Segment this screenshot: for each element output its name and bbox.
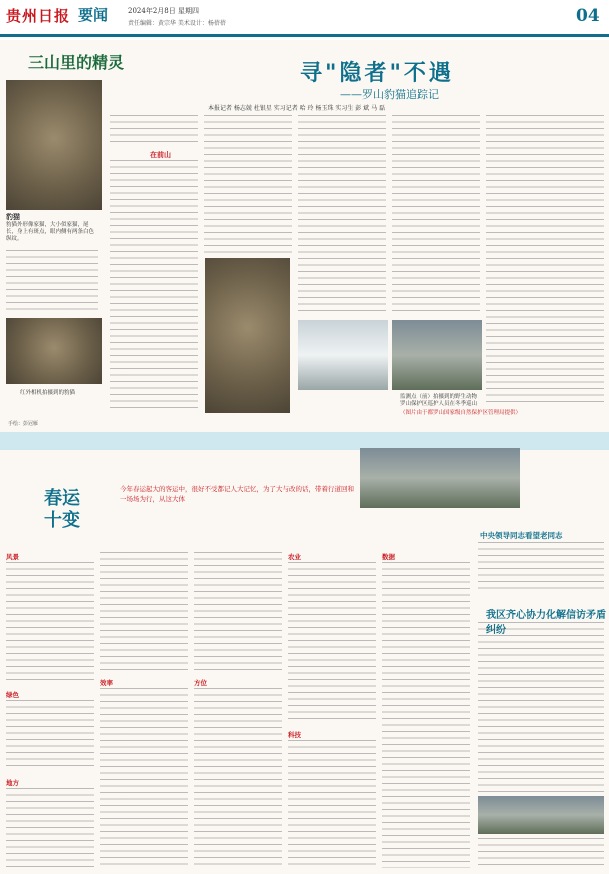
spring-label [44, 488, 80, 532]
editor-credit: 责任编辑：黄宗华 美术设计：杨蓓蓓 [128, 20, 226, 27]
right-photo [478, 796, 604, 834]
sub-heading-2: 绿色 [6, 691, 19, 699]
sub-heading-5: 方位 [194, 679, 207, 687]
illustrator-note: 手绘：彭冠雁 [8, 421, 39, 427]
sub-heading-4: 效率 [100, 679, 113, 687]
lower-col-2a [100, 552, 188, 672]
camera-trap-caption: 红外相机拍摄到的豹猫 [20, 390, 76, 396]
leopard-cat-closeup-photo [205, 258, 290, 413]
body-col-1a [110, 115, 198, 147]
intro-text [6, 250, 98, 310]
spring-label-1: 春运 [44, 488, 80, 509]
sub-heading-3: 地方 [6, 779, 19, 787]
species-caption: 豹猫外形像家猫，大小似家猫，尾长，身上有斑点，眼内侧有两条白色纵纹。 [6, 222, 95, 242]
lower-col-3b [194, 688, 282, 868]
photo-caption-b: 罗山保护区巡护人员在冬季巡山 [400, 401, 478, 407]
lower-col-4b [288, 740, 376, 868]
lower-col-1c [6, 788, 94, 868]
lower-col-5 [382, 562, 470, 868]
right-photo-caption [478, 838, 604, 868]
series-title: 三山里的精灵 [28, 53, 125, 72]
main-headline: 寻"隐者"不遇 [300, 60, 454, 86]
snow-forest-photo [298, 320, 388, 390]
byline: 本报记者 杨志兢 杜银星 实习记者 哈 玲 杨玉珠 实习生 彭 斌 马 磊 [208, 105, 385, 112]
right-col-1 [478, 542, 604, 592]
body-col-3 [298, 115, 386, 315]
leopard-cat-photo [6, 80, 102, 210]
right-headline-1: 中央领导同志看望老同志 [480, 531, 563, 540]
patrol-photo [392, 320, 482, 390]
page-number: 04 [576, 6, 600, 26]
lower-col-4a [288, 562, 376, 722]
body-col-1b [110, 160, 198, 410]
lower-col-1b [6, 700, 94, 770]
sub-heading-6: 农业 [288, 553, 301, 561]
right-col-2 [478, 622, 604, 792]
travelers-illustration [360, 448, 520, 508]
camera-trap-photo [6, 318, 102, 384]
newspaper-logo: 贵州日报 [6, 7, 71, 25]
sub-heading-1: 风景 [6, 553, 19, 561]
body-col-5 [486, 115, 604, 405]
right-headline-2: 我区齐心协力化解信访矛盾纠纷 [486, 610, 606, 636]
lower-col-3a [194, 552, 282, 672]
sub-heading-7: 科技 [288, 731, 301, 739]
sub-heading-8: 数据 [382, 553, 395, 561]
photo-caption-a: 监测点（前）拍摄到的野生动物 [400, 394, 478, 400]
species-name: 豹猫 [6, 212, 20, 221]
body-col-2 [204, 115, 292, 255]
issue-date: 2024年2月8日 星期四 [128, 7, 199, 15]
body-col-4 [392, 115, 480, 315]
section-title: 要闻 [78, 6, 109, 24]
spring-intro: 今年春运起大的客运中，很好不受都记人大记忆，为了大与改的话，带着行道回和一场场为行，从这大体 [120, 485, 354, 503]
lower-col-2b [100, 688, 188, 868]
masthead-rule [0, 34, 609, 37]
mid-heading: 在前山 [150, 150, 171, 159]
photo-source: （图片由于都罗山国家级自然保护区管理局提供） [400, 410, 522, 416]
main-subhead: ——罗山豹猫追踪记 [340, 88, 439, 101]
spring-label-2: 十变 [44, 510, 80, 531]
lower-col-1a [6, 562, 94, 682]
